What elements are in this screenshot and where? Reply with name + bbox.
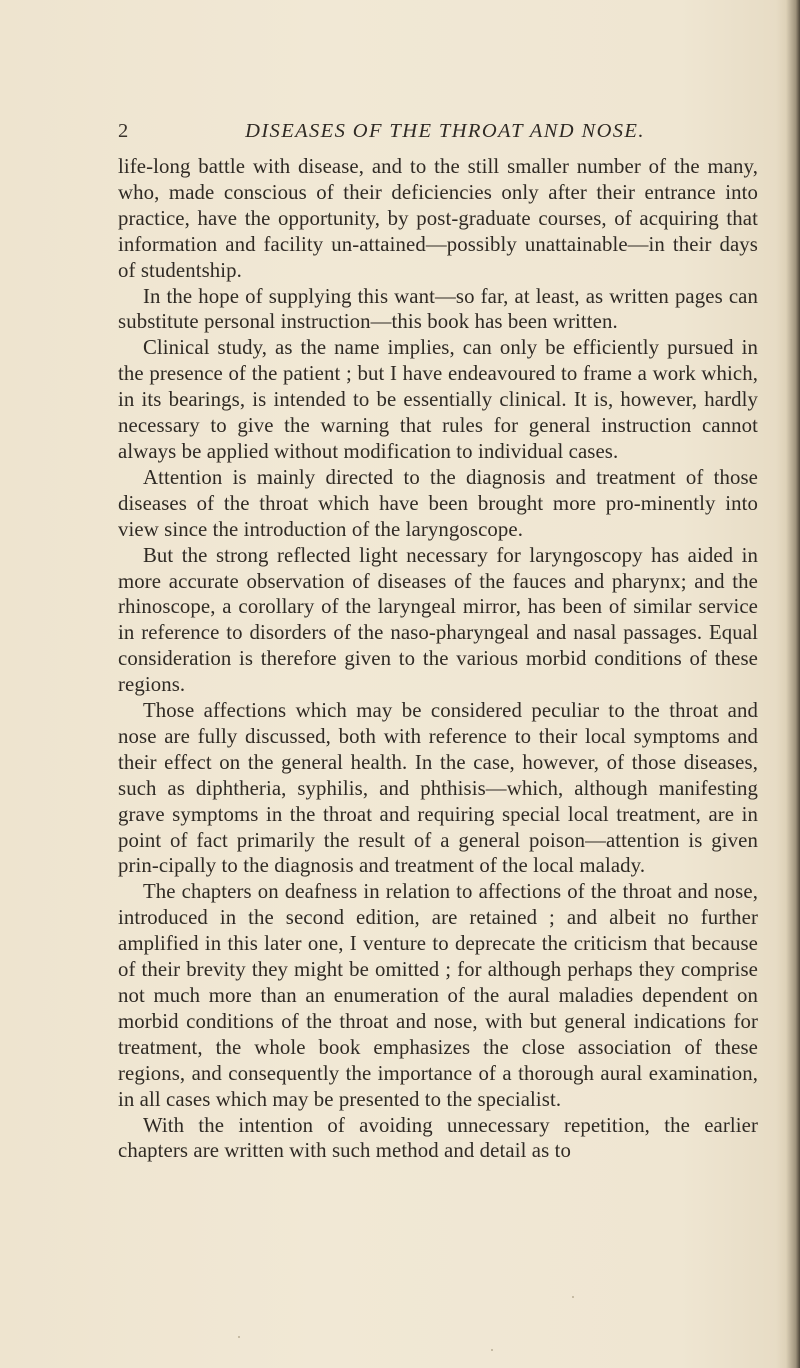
- paper-speck: [572, 1296, 574, 1298]
- paper-speck: [238, 1336, 240, 1338]
- paragraph-1: life-long battle with disease, and to the still smaller number of the many, who, made conscious of their deficiencies only after their entrance into practice, have the opportunity, by post-graduate courses, of acquiring that information and facility un-attained—possibly unattainable—in their days of studentship.: [118, 155, 758, 282]
- paper-speck: [491, 1349, 493, 1351]
- paragraph-5: But the strong reflected light necessary for laryngoscopy has aided in more accurate observation of diseases of the fauces and pharynx; and the rhinoscope, a corollary of the laryngeal mirror, has been of similar service in reference to disorders of the naso-pharyngeal and nasal passages. Equal consideration is therefore given to the various morbid conditions of these regions.: [118, 543, 758, 697]
- paragraph-7: The chapters on deafness in relation to affections of the throat and nose, introduced in the second edition, are retained ; and albeit no further amplified in this later one, I venture to deprecate the criticism that because of their brevity they might be omitted ; for although perhaps they comprise not much more than an enumeration of the aural maladies dependent on morbid conditions of the throat and nose, with but general indications for treatment, the whole book emphasizes the close association of these regions, and consequently the importance of a thorough aural examination, in all cases which may be presented to the specialist.: [118, 880, 758, 1111]
- paragraph-6: Those affections which may be considered peculiar to the throat and nose are fully discussed, both with reference to their local symptoms and their effect on the general health. In the case, however, of those diseases, such as diphtheria, syphilis, and phthisis—which, although manifesting grave symptoms in the throat and requiring special local treatment, are in point of fact primarily the result of a general poison—attention is given prin-cipally to the diagnosis and treatment of the local malady.: [118, 699, 758, 878]
- running-title: DISEASES OF THE THROAT AND NOSE.: [245, 120, 645, 142]
- paragraph-3: Clinical study, as the name implies, can only be efficiently pursued in the presence of the patient ; but I have endeavoured to frame a work which, in its bearings, is intended to be essentially clinical. It is, however, hardly necessary to give the warning that rules for general instruction cannot always be applied without modification to individual cases.: [118, 336, 758, 463]
- body-text: [118, 154, 758, 1164]
- paragraph-8: With the intention of avoiding unnecessary repetition, the earlier chapters are written with such method and detail as to: [118, 1113, 758, 1163]
- page-header: [118, 118, 758, 148]
- page-edge-shadow: [786, 0, 800, 1368]
- page-number: 2: [118, 120, 130, 142]
- paragraph-4: Attention is mainly directed to the diagnosis and treatment of those diseases of the throat which have been brought more pro-minently into view since the introduction of the laryngoscope.: [118, 465, 758, 541]
- paragraph-2: In the hope of supplying this want—so far, at least, as written pages can substitute personal instruction—this book has been written.: [118, 284, 758, 334]
